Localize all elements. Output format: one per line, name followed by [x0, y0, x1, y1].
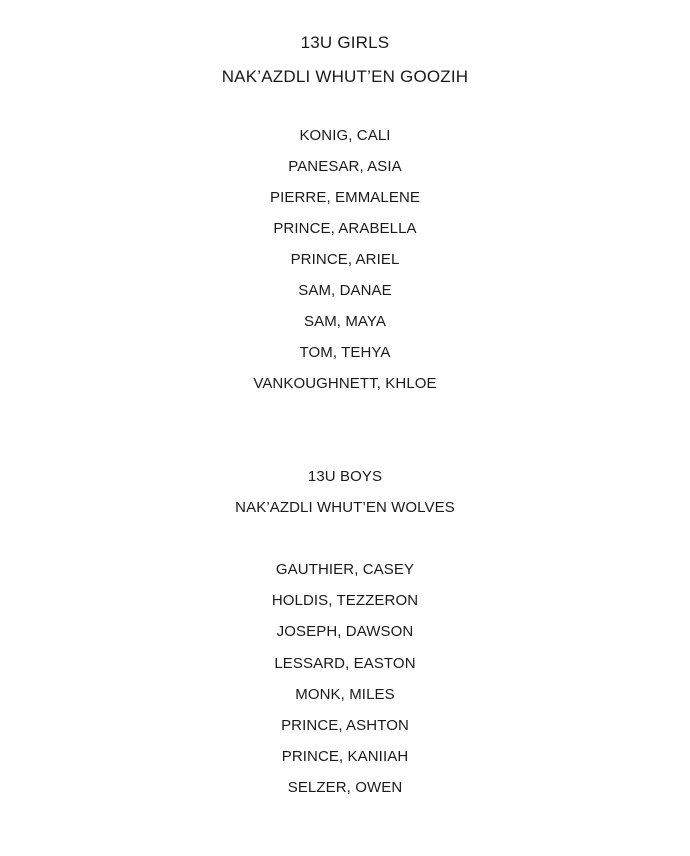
player-name: LESSARD, EASTON [274, 655, 416, 672]
player-name: KONIG, CALI [299, 127, 391, 144]
boys-team-name: NAK’AZDLI WHUT’EN WOLVES [235, 499, 455, 516]
player-name: PIERRE, EMMALENE [270, 189, 420, 206]
boys-division-heading: 13U BOYS [307, 468, 383, 485]
girls-team-name: NAK’AZDLI WHUT’EN GOOZIH [221, 67, 469, 86]
player-name: VANKOUGHNETT, KHLOE [253, 375, 437, 392]
player-name: PRINCE, ARABELLA [273, 220, 417, 237]
girls-division-heading: 13U GIRLS [300, 33, 390, 52]
player-name: PRINCE, ARIEL [290, 251, 400, 268]
player-name: MONK, MILES [295, 686, 395, 703]
player-name: SELZER, OWEN [287, 779, 403, 796]
player-name: TOM, TEHYA [299, 344, 391, 361]
player-name: HOLDIS, TEZZERON [271, 592, 419, 609]
player-name: SAM, DANAE [298, 282, 392, 299]
player-name: JOSEPH, DAWSON [276, 623, 414, 640]
player-name: GAUTHIER, CASEY [275, 561, 415, 578]
player-name: PRINCE, KANIIAH [281, 748, 409, 765]
player-name: SAM, MAYA [303, 313, 387, 330]
player-name: PANESAR, ASIA [288, 158, 402, 175]
player-name: PRINCE, ASHTON [281, 717, 409, 734]
